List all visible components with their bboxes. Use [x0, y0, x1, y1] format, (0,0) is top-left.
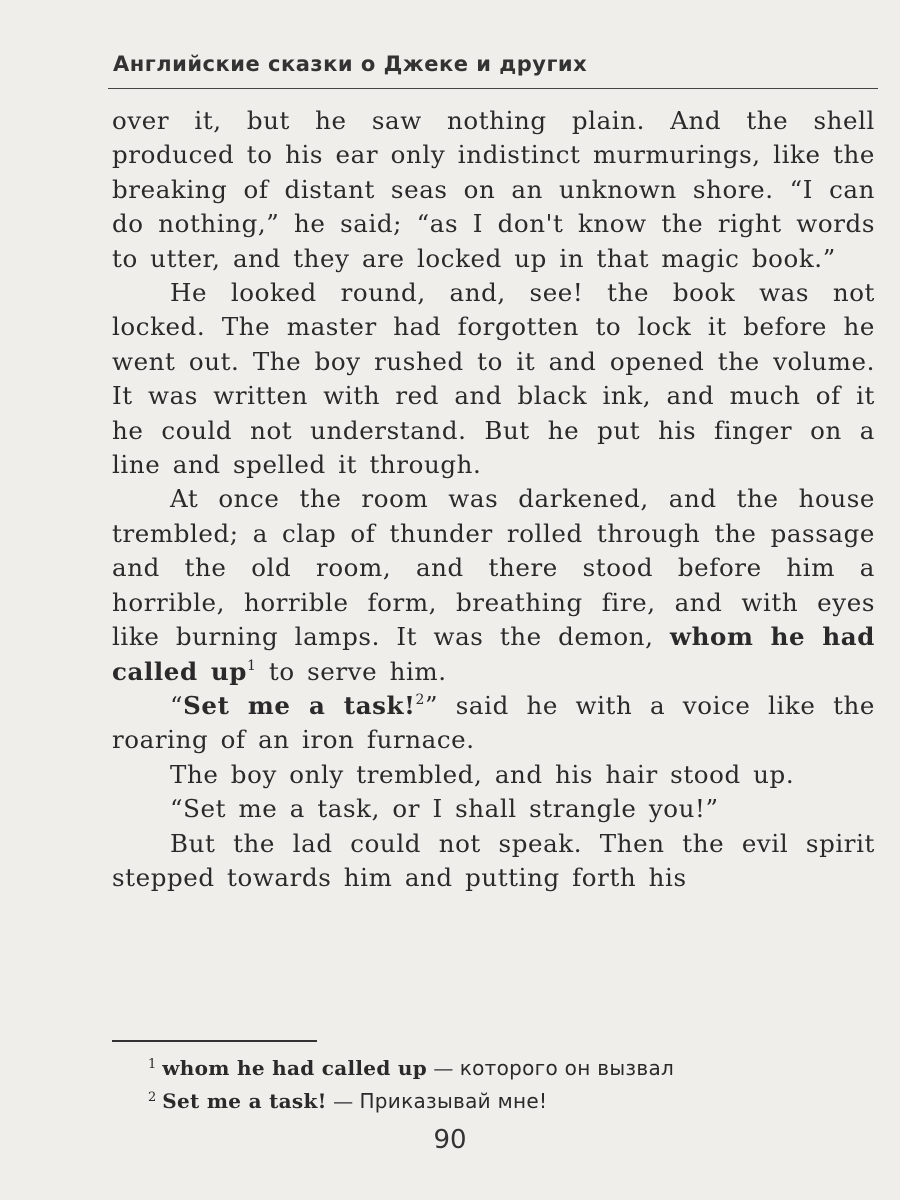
paragraph-6: “Set me a task, or I shall strangle you!” — [170, 794, 719, 824]
footnote-separator: — — [427, 1056, 460, 1080]
paragraph-4 — [112, 689, 875, 758]
footnote-term: whom he had called up — [162, 1056, 428, 1080]
footnote-number: 1 — [148, 1057, 157, 1072]
footnotes — [148, 1050, 888, 1116]
header-rule — [108, 88, 878, 89]
footnote-translation: которого он вызвал — [459, 1056, 675, 1080]
body-text — [112, 104, 875, 895]
footnote-2 — [148, 1083, 888, 1116]
paragraph-5: The boy only trembled, and his hair stood up. — [170, 759, 795, 789]
footnote-ref-1: 1 — [247, 657, 257, 674]
paragraph-3-text-end: to serve him. — [268, 656, 447, 686]
page-number: 90 — [433, 1125, 467, 1155]
paragraph-1: over it, but he saw nothing plain. And the shell produced to his ear only indistinct murmurings, like the breaking of distant seas on an unknown shore. “I can do nothing,” he said; “as I don't know the right words to utter, and they are locked up in that magic book.” — [112, 106, 875, 273]
footnote-rule — [112, 1040, 317, 1042]
running-header: Английские сказки о Джеке и других — [113, 52, 588, 76]
footnote-ref-2: 2 — [415, 691, 426, 708]
footnote-translation: Приказывай мне! — [359, 1089, 548, 1113]
paragraph-4-text: ” said he with a voice like the roaring of an iron furnace. — [112, 690, 875, 755]
paragraph-7: But the lad could not speak. Then the evil spirit stepped towards him and putting forth his — [112, 828, 875, 892]
paragraph-3 — [112, 482, 875, 688]
paragraph-3-text: At once the room was darkened, and the house trembled; a clap of thunder rolled through the passage and the old room, and there stood before him a horrible, horrible form, breathing fire, and with eyes like burning lamps. It was the demon, — [112, 484, 875, 652]
glossed-term-2: Set me a task! — [183, 690, 416, 720]
glossed-term-1: whom he had called up — [112, 622, 875, 686]
footnote-1 — [148, 1050, 888, 1083]
footnote-term: Set me a task! — [162, 1089, 327, 1113]
paragraph-2: He looked round, and, see! the book was not locked. The master had forgotten to lock it before he went out. The boy rushed to it and opened the volume. It was written with red and black ink, and much of it he could not understand. But he put his finger on a line and spelled it through. — [112, 278, 875, 480]
footnote-number: 2 — [148, 1090, 157, 1105]
open-quote: “ — [170, 690, 184, 720]
footnote-separator: — — [326, 1089, 360, 1113]
